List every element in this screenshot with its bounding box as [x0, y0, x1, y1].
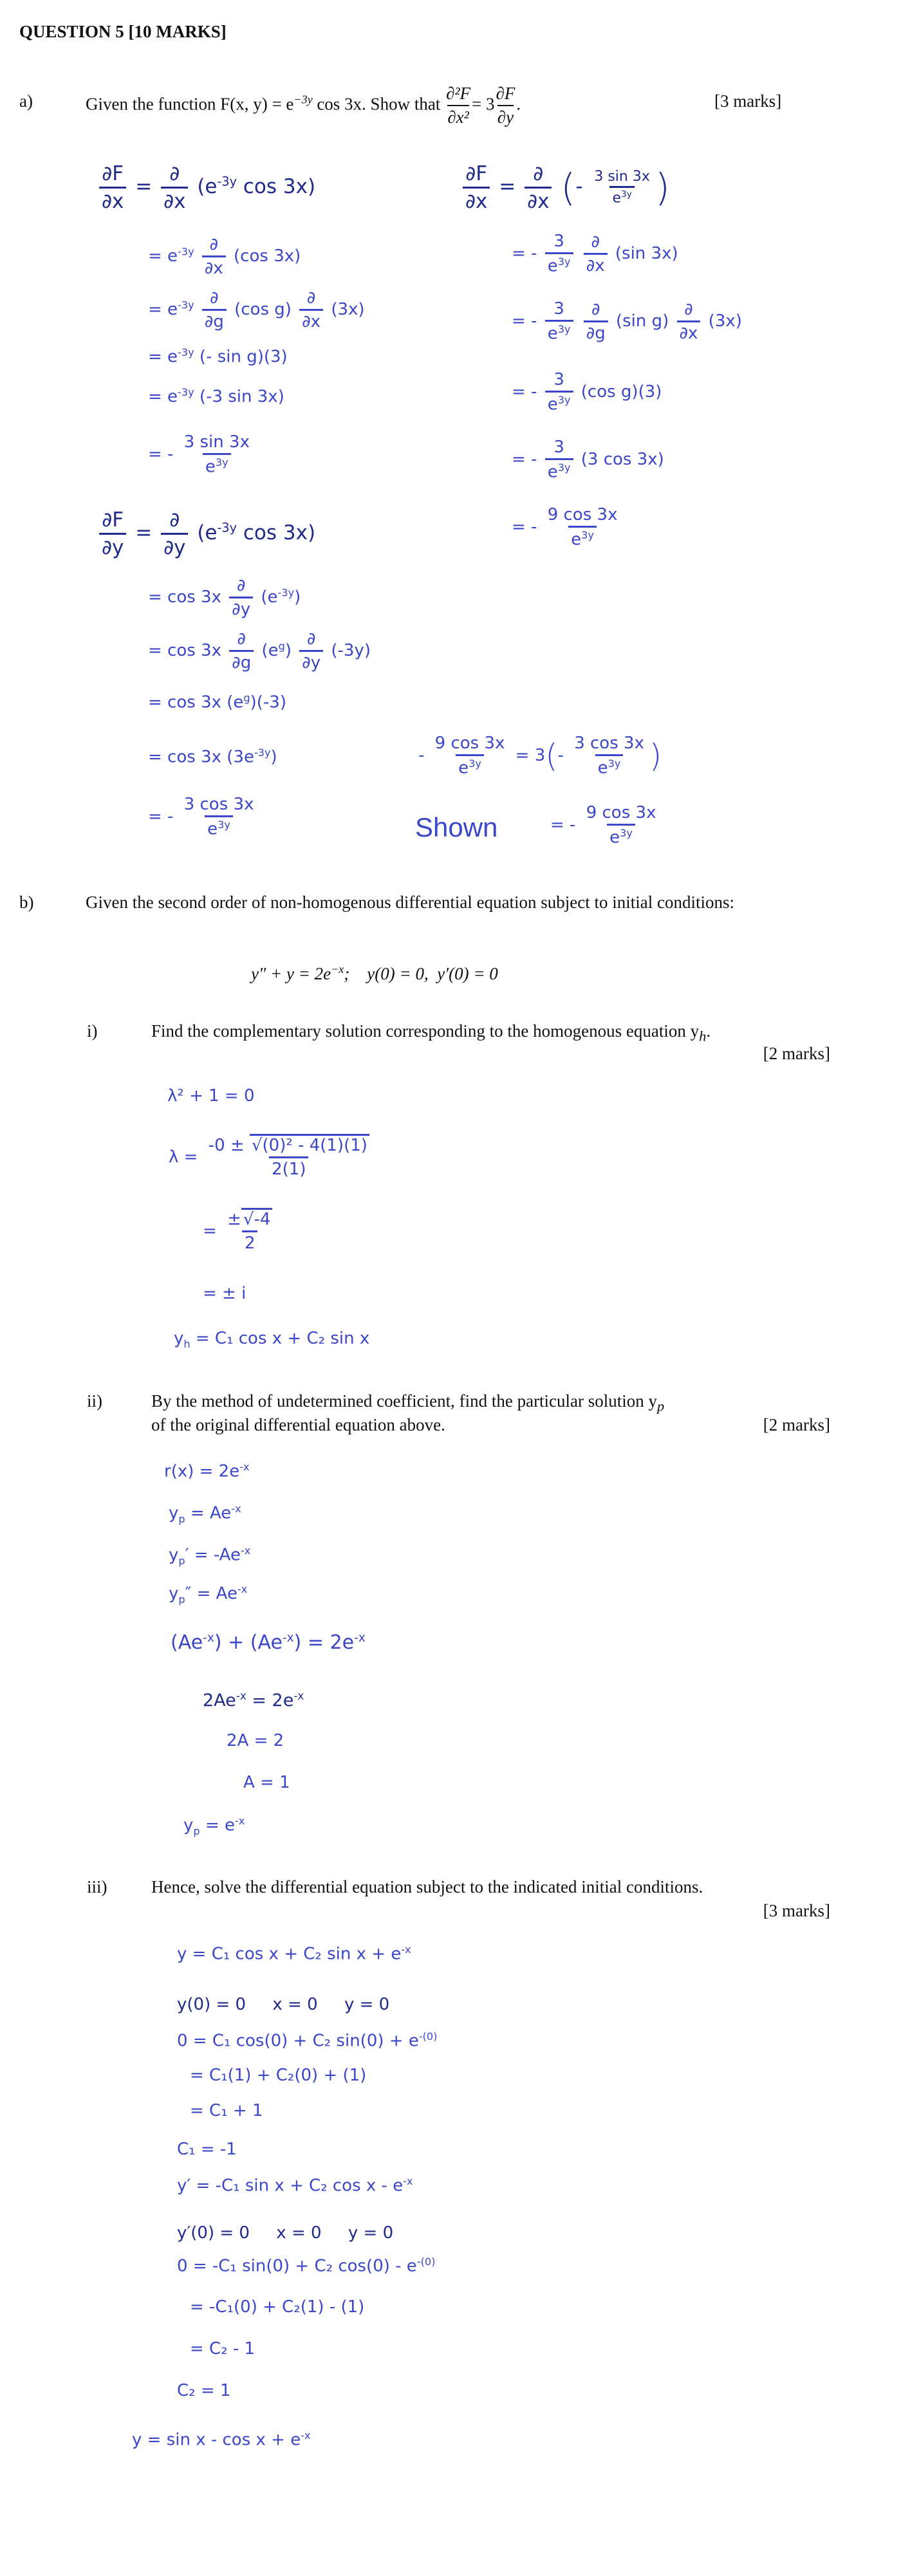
d2fdx2-line-2 [512, 232, 678, 276]
check-inner-den [595, 754, 624, 778]
r2-pre: = - [512, 243, 537, 263]
l3-pre: = e [148, 300, 178, 319]
r2-den [545, 252, 573, 276]
w9-mid: = e [200, 1815, 235, 1835]
y1-tail: cos 3x) [237, 521, 316, 544]
y2-tail-exp: -3y [277, 586, 295, 599]
y2-tail-base: (e [261, 588, 278, 607]
check-final-pre: = - [550, 815, 576, 835]
op-den: ∂x [202, 255, 226, 278]
l3-mid: (cos g) [234, 300, 292, 319]
r1-inner-fraction [591, 169, 653, 206]
r6-den-base: e [571, 530, 582, 550]
r1-inner-den [609, 186, 634, 206]
r3-mid: (sin g) [615, 311, 669, 331]
w5-base: y [174, 1329, 184, 1348]
sub-i-end: . [706, 1021, 711, 1041]
l2-tail: (cos 3x) [234, 246, 301, 266]
w1-pre: r(x) = 2e [164, 1461, 240, 1481]
dfdy-line-2 [148, 576, 301, 619]
d2fdx2-line-5 [512, 438, 664, 482]
y6-pre: = - [148, 806, 174, 826]
dfdx-line-4 [148, 346, 288, 367]
r6-num: 9 cos 3x [547, 505, 618, 524]
shown-label: Shown [415, 812, 498, 842]
d2fdx2-line-1: $\frac{\partial F}{\partial x}$ = $\frac{\partial}{\partial x}$ (- $\frac{3 \sin 3x}{e^{3y}}$ ) [460, 162, 670, 213]
w5-a-exp: -x [203, 1631, 214, 1645]
w4-mid: ″ = Ae [185, 1584, 237, 1604]
y3-operator-2 [299, 629, 323, 672]
r3-pre: = - [512, 311, 537, 331]
y1-exp: -3y [217, 520, 237, 535]
r3-fraction [545, 299, 573, 344]
r2-den-base: e [547, 256, 558, 276]
w3-num-pre: ± [227, 1210, 241, 1229]
check-final-fraction [584, 803, 659, 848]
sub-ii-marks: [2 marks] [763, 1415, 830, 1434]
w7-exp: -x [403, 2175, 413, 2187]
y4-pre: = cos 3x (e [148, 692, 244, 712]
op-num: ∂ [236, 576, 246, 595]
check-inner-den-exp: 3y [608, 757, 621, 770]
sub-i-work-5 [174, 1329, 369, 1350]
y2-tail-end: ) [294, 588, 301, 607]
dfdx-num: ∂F [102, 162, 124, 185]
partial-y-operator [161, 508, 188, 559]
y6-num: 3 cos 3x [183, 795, 254, 814]
w2-sub: p [178, 1512, 185, 1525]
r5-num: 3 [553, 438, 564, 457]
w6-a-exp: -x [236, 1689, 246, 1702]
op-den: ∂g [229, 650, 254, 672]
w3-exp: -x [240, 1544, 251, 1557]
check-inner-den-base: e [597, 758, 608, 778]
l6-fraction [181, 432, 252, 477]
w3-pre: 0 = C₁ cos(0) + C₂ sin(0) + e [177, 2031, 419, 2051]
part-b-statement: Given the second order of non-homogenous differential equation subject to initial conditions: [86, 893, 735, 912]
r6-fraction [545, 505, 620, 550]
op-den: ∂g [584, 320, 608, 343]
check-final-den-exp: 3y [620, 827, 633, 839]
equals-three: = 3 [472, 94, 495, 114]
l3-exp: -3y [178, 299, 194, 311]
sub-i-marks: [2 marks] [763, 1044, 830, 1063]
sub-ii-statement-line2: of the original differential equation above. [151, 1415, 445, 1434]
dfdy-fraction [99, 508, 126, 559]
y2-operator [229, 576, 253, 619]
op-num: ∂ [306, 629, 316, 649]
w5-sub: h [183, 1338, 190, 1351]
part-b-label: b) [19, 893, 34, 912]
sub-iii-work-12: C₂ = 1 [177, 2381, 231, 2400]
w4-sub: p [178, 1593, 185, 1606]
op-num: ∂ [306, 288, 316, 308]
w7-pre: y′ = -C₁ sin x + C₂ cos x - e [177, 2176, 404, 2196]
op-den: ∂x [299, 309, 323, 331]
w1-exp: -x [239, 1461, 250, 1473]
op-den: ∂y [299, 650, 323, 672]
w3-fraction [225, 1210, 275, 1253]
dfdx-line-3 [148, 288, 365, 331]
sub-ii-text: By the method of undetermined coefficient, find the particular solution y [151, 1391, 658, 1411]
sub-iii-work-4: = C₁(1) + C₂(0) + (1) [190, 2066, 367, 2085]
l5-pre: = e [148, 387, 178, 407]
r3-tail: (3x) [708, 311, 742, 331]
w3-pre: = [203, 1221, 217, 1241]
sub-iii-marks: [3 marks] [763, 1901, 830, 1920]
op-den: ∂x [584, 253, 608, 275]
sub-ii-work-1 [164, 1461, 250, 1481]
equation-tail: ; y(0) = 0, y′(0) = 0 [344, 964, 498, 983]
w6-a: 2Ae [203, 1691, 236, 1710]
final-solution [132, 2429, 311, 2450]
dfdy-line-1: $\frac{\partial F}{\partial y}$ = $\frac{\partial}{\partial y}$ ($e^{-3y}$ cos 3x) [97, 508, 315, 559]
check-lhs-sign: - [418, 745, 425, 765]
check-lhs-fraction [432, 734, 508, 778]
w5-b: ) + (Ae [214, 1631, 283, 1654]
sub-i-statement [151, 1020, 801, 1046]
equation-exp: −x [331, 963, 344, 976]
w3-den: 2 [242, 1230, 258, 1253]
sub-iii-work-6: C₁ = -1 [177, 2140, 237, 2159]
w2-pre: λ = [169, 1147, 198, 1167]
d2-num: ∂F [465, 162, 488, 185]
y5-exp: -3y [254, 746, 271, 759]
sub-i-sub: h [699, 1028, 707, 1044]
y6-den-base: e [207, 819, 218, 839]
l5-exp: -3y [178, 386, 194, 398]
w9-exp: -(0) [416, 2256, 436, 2268]
lhs-denominator: ∂x² [447, 105, 469, 129]
l1-tail: cos 3x) [237, 175, 316, 198]
r1-operator [525, 162, 552, 213]
op-num: ∂ [210, 288, 219, 308]
y6-fraction [181, 795, 257, 839]
sub-i-work-4: = ± i [203, 1284, 246, 1303]
r1-inner-num: 3 sin 3x [594, 169, 650, 185]
l1-exp: -3y [217, 174, 237, 189]
sub-i-label: i) [87, 1021, 98, 1041]
sub-ii-work-4 [169, 1583, 247, 1606]
r5-tail: (3 cos 3x) [581, 449, 664, 469]
r5-den [545, 458, 573, 482]
w2-pre: y [169, 1503, 179, 1523]
y5-pre: = cos 3x (3e [148, 747, 254, 767]
part-a-rhs-fraction [496, 82, 515, 129]
sub-ii-statement [151, 1390, 664, 1416]
part-a-statement-exp: −3y [293, 93, 313, 106]
op-num: ∂ [169, 162, 180, 185]
y3-pre: = cos 3x [148, 641, 221, 660]
w2-mid: = Ae [185, 1503, 232, 1523]
d2-fraction [463, 162, 490, 213]
r4-fraction [545, 370, 573, 414]
r4-den-base: e [547, 394, 558, 414]
op-num: ∂ [533, 162, 544, 185]
dfdy-line-6 [148, 795, 259, 839]
sub-iii-work-1 [177, 1943, 411, 1964]
check-final [550, 803, 661, 848]
w5-tail: = C₁ cos x + C₂ sin x [190, 1329, 370, 1348]
dfdx-line-6 [148, 432, 255, 477]
w4-exp: -x [237, 1583, 248, 1595]
w5-c-exp: -x [354, 1631, 366, 1645]
lhs-numerator: ∂²F [446, 84, 470, 103]
y3-operator [229, 629, 254, 672]
check-final-den-base: e [609, 828, 620, 848]
y3-mid-exp: g [278, 640, 285, 653]
final-pre: y = sin x - cos x + e [132, 2430, 301, 2450]
r3-num: 3 [553, 299, 564, 319]
r5-den-base: e [547, 462, 558, 482]
sub-ii-work-5 [171, 1631, 366, 1654]
sub-i-work-1: λ² + 1 = 0 [167, 1086, 255, 1106]
l4-pre: = e [148, 347, 178, 367]
check-lhs-den-base: e [458, 758, 469, 778]
w6-b-exp: -x [293, 1689, 304, 1702]
r4-den [545, 391, 573, 414]
l1-body: (e [197, 175, 218, 198]
part-a-statement-prefix: Given the function F(x, y) = e [86, 94, 294, 114]
quadratic-den: 2(1) [269, 1156, 308, 1179]
w9-pre: 0 = -C₁ sin(0) + C₂ cos(0) - e [177, 2256, 417, 2276]
op-num: ∂ [591, 232, 600, 252]
w6-b: = 2e [246, 1691, 294, 1710]
r1-sign: - [575, 175, 583, 198]
check-inner-num: 3 cos 3x [574, 734, 644, 753]
dfdx-line-1: $\frac{\partial F}{\partial x}$ = $\frac{\partial}{\partial x}$ ($e^{-3y}$ cos 3x) [97, 162, 315, 213]
sub-ii-work-9 [183, 1815, 245, 1837]
sub-iii-work-7 [177, 2175, 413, 2196]
d2fdx2-line-3 [512, 299, 742, 344]
quadratic-formula-fraction [206, 1136, 372, 1179]
sub-iii-work-3 [177, 2030, 437, 2051]
w9-pre: y [183, 1815, 194, 1835]
partial-x-operator [161, 162, 188, 213]
r6-den-exp: 3y [581, 529, 594, 541]
y1-body: (e [197, 521, 218, 544]
y4-tail: )(-3) [250, 692, 286, 712]
op-num: ∂ [237, 629, 246, 649]
y3-tail: (-3y) [331, 641, 371, 660]
w3-num [225, 1210, 275, 1230]
check-eq3: = 3 [515, 745, 546, 765]
sub-i-work-2 [169, 1136, 375, 1179]
sub-ii-work-3 [169, 1544, 250, 1567]
check-lhs-den [456, 754, 484, 778]
r1-inner-den-exp: 3y [621, 189, 632, 200]
sub-iii-work-11: = C₂ - 1 [190, 2339, 255, 2358]
check-final-num: 9 cos 3x [586, 803, 656, 822]
l2-exp: -3y [178, 245, 194, 258]
r4-pre: = - [512, 382, 537, 402]
question-title: QUESTION 5 [10 MARKS] [19, 22, 227, 41]
l6-pre: = - [148, 444, 174, 464]
close-paren: ) [655, 165, 670, 210]
l3-operator-2 [299, 288, 323, 331]
sqrt-term: √(0)² - 4(1)(1) [250, 1134, 369, 1155]
rhs-denominator: ∂y [497, 105, 514, 129]
y3-mid-base: (e [261, 641, 279, 660]
d2fdx2-line-4 [512, 370, 662, 414]
sub-iii-work-5: = C₁ + 1 [190, 2101, 263, 2120]
op-den: ∂g [202, 309, 227, 331]
sub-ii-sub: p [657, 1398, 665, 1414]
r2-tail: (sin 3x) [615, 243, 678, 263]
y2-pre: = cos 3x [148, 588, 221, 607]
r2-den-exp: 3y [557, 255, 571, 268]
dfdy-line-5 [148, 746, 277, 767]
sub-iii-label: iii) [87, 1877, 107, 1896]
r4-den-exp: 3y [557, 394, 571, 406]
op-num: ∂ [209, 235, 219, 254]
rhs-numerator: ∂F [496, 84, 516, 103]
check-final-den [607, 824, 635, 848]
y5-tail: ) [270, 747, 277, 767]
l6-num: 3 sin 3x [183, 432, 250, 452]
dfdx-line-2 [148, 235, 301, 278]
r3-operator-2 [677, 300, 701, 343]
r3-den [545, 320, 573, 344]
dfdx-line-5 [148, 386, 284, 407]
r2-operator [584, 232, 608, 275]
equation-main: y″ + y = 2e [251, 964, 331, 983]
dfdy-line-3 [148, 629, 371, 672]
op-den: ∂x [677, 320, 701, 343]
l3-tail: (3x) [331, 300, 365, 319]
op-num: ∂ [591, 299, 600, 319]
part-a-lhs-fraction [446, 82, 470, 129]
w3-mid: ′ = -Ae [185, 1545, 241, 1565]
w3-exp: -(0) [418, 2030, 438, 2043]
dfdx-fraction [99, 162, 126, 213]
part-a-statement-mid: cos 3x. Show that [312, 94, 445, 114]
l6-den-exp: 3y [215, 456, 228, 468]
sub-iii-statement: Hence, solve the differential equation subject to the indicated initial conditions. [151, 1877, 703, 1896]
r5-pre: = - [512, 449, 537, 469]
l5-tail: (-3 sin 3x) [194, 387, 284, 407]
r6-pre: = - [512, 517, 537, 537]
quadratic-num [206, 1136, 372, 1156]
op-den: ∂y [229, 597, 253, 619]
r2-fraction [545, 232, 573, 276]
open-paren: ( [561, 165, 576, 210]
r5-den-exp: 3y [557, 461, 571, 474]
sub-iii-work-2: y(0) = 0 x = 0 y = 0 [177, 1995, 390, 2014]
dfdy-num: ∂F [102, 508, 124, 532]
l2-operator [202, 235, 226, 278]
sub-ii-work-7: 2A = 2 [227, 1731, 284, 1750]
quadratic-num-pre: -0 ± [208, 1136, 250, 1155]
sub-iii-work-9 [177, 2256, 435, 2276]
w1-pre: y = C₁ cos x + C₂ sin x + e [177, 1944, 402, 1964]
r3-den-exp: 3y [557, 323, 571, 335]
r6-den [568, 526, 597, 550]
y6-den-exp: 3y [218, 819, 230, 831]
sqrt-content: (0)² - 4(1)(1) [262, 1136, 367, 1155]
w1-exp: -x [401, 1943, 411, 1956]
w4-pre: y [169, 1584, 179, 1604]
check-equation [418, 734, 662, 778]
w5-c: ) = 2e [293, 1631, 355, 1654]
check-lhs-num: 9 cos 3x [434, 734, 505, 753]
y6-den [205, 815, 233, 839]
close-paren: ) [649, 737, 662, 775]
sub-ii-work-6 [203, 1689, 304, 1710]
sub-iii-work-8: y′(0) = 0 x = 0 y = 0 [177, 2223, 394, 2243]
part-a-label: a) [19, 91, 33, 111]
op-den: ∂y [161, 533, 188, 559]
sqrt-content: -4 [254, 1210, 271, 1229]
sub-ii-work-8: A = 1 [243, 1773, 290, 1792]
l6-den-base: e [205, 457, 216, 477]
l6-den [203, 453, 231, 477]
d2fdx2-line-6 [512, 505, 622, 550]
open-paren: ( [545, 737, 558, 775]
check-lhs-den-exp: 3y [469, 757, 481, 770]
r5-fraction [545, 438, 573, 482]
part-a-marks: [3 marks] [714, 91, 782, 111]
l3-operator [202, 288, 227, 331]
check-inner-fraction [571, 734, 647, 778]
part-b-equation [251, 962, 498, 985]
check-inner-sign: - [557, 745, 564, 765]
w3-pre: y [169, 1545, 179, 1565]
y3-mid-end: ) [284, 641, 292, 660]
sqrt-term: √-4 [241, 1208, 273, 1229]
w9-exp: -x [234, 1815, 245, 1827]
w2-exp: -x [231, 1503, 241, 1515]
r3-den-base: e [547, 324, 558, 344]
r3-operator [584, 300, 608, 343]
sub-iii-work-10: = -C₁(0) + C₂(1) - (1) [190, 2297, 365, 2317]
op-den: ∂x [525, 187, 552, 213]
dfdy-den: ∂y [99, 533, 126, 559]
dfdx-den: ∂x [99, 187, 126, 213]
l2-pre: = e [148, 246, 178, 266]
l4-exp: -3y [178, 346, 194, 358]
dfdy-line-4 [148, 692, 286, 712]
op-num: ∂ [684, 299, 693, 319]
y4-exp: g [243, 692, 250, 704]
period: . [516, 94, 521, 114]
r4-num: 3 [553, 370, 564, 389]
w3-sub: p [178, 1554, 185, 1567]
sub-i-text: Find the complementary solution corresponding to the homogenous equation y [151, 1021, 700, 1041]
w9-sub: p [193, 1824, 200, 1837]
r4-tail: (cos g)(3) [581, 382, 662, 402]
r1-inner-den-base: e [612, 190, 622, 207]
final-exp: -x [301, 2429, 311, 2442]
sub-ii-label: ii) [87, 1391, 102, 1411]
part-a-statement [86, 82, 521, 129]
op-den: ∂x [161, 187, 188, 213]
w5-b-exp: -x [282, 1631, 294, 1645]
r2-num: 3 [553, 232, 564, 251]
w5-a: (Ae [171, 1631, 203, 1654]
l4-tail: (- sin g)(3) [194, 347, 288, 367]
op-num: ∂ [169, 508, 180, 532]
sub-ii-work-2 [169, 1503, 241, 1525]
d2-den: ∂x [463, 187, 490, 213]
sub-i-work-3 [203, 1210, 277, 1253]
